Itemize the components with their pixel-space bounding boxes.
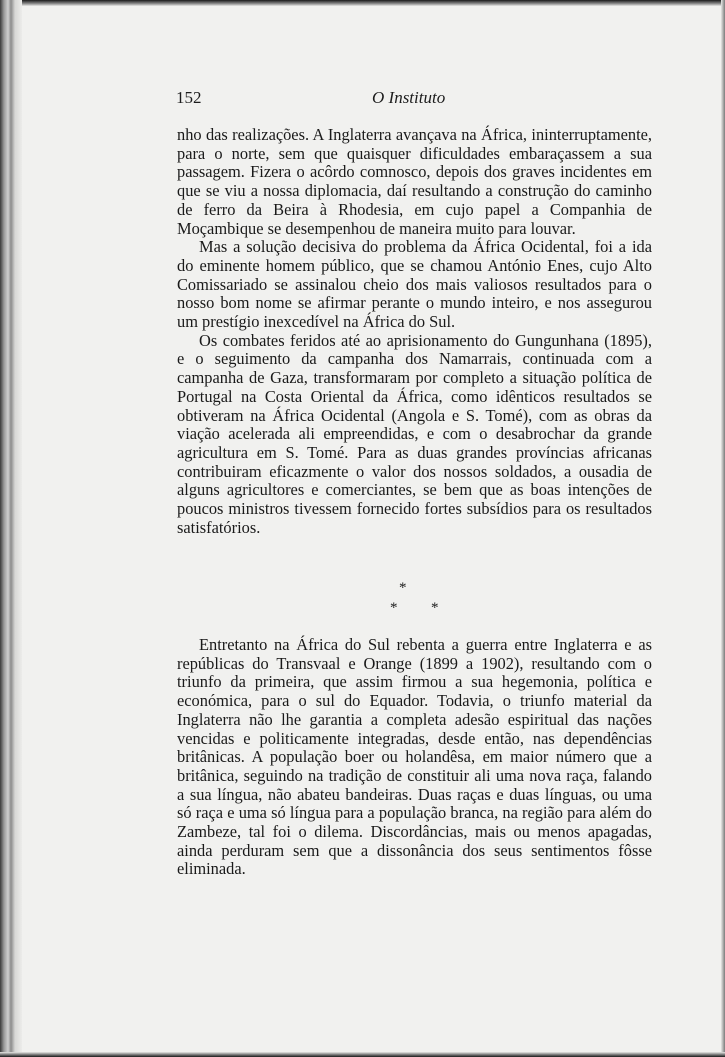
main-text [177,126,652,537]
book-spine-edge [0,0,22,1057]
scan-edge-bottom [0,1052,725,1057]
asterisk: * [431,600,439,616]
section-break-asterism [390,580,440,620]
running-title: O Instituto [372,88,446,107]
asterisk: * [390,600,398,616]
scan-edge-top [0,0,725,6]
paragraph: Entretanto na África do Sul rebenta a guerra entre Inglaterra e as repúblicas do Transvaal e Orange (1899 a 1902), resultando com o triunfo da primeira, que assim firmou a sua hegemonia, política e económica, para o sul do Equador. Todavia, o triunfo material da Inglaterra não lhe garantia a completa adesão espiritual das nações vencidas e politicamente integradas, desde então, nas dependências britânicas. A população boer ou holandêsa, em maior número que a britânica, seguindo na tradição de constituir ali uma nova raça, falando a sua língua, não abateu bandeiras. Duas raças e duas línguas, ou uma só raça e uma só língua para a população branca, na região para além do Zambeze, tal foi o dilema. Discordâncias, mais ou menos apagadas, ainda perduram sem que a dissonância dos seus sentimentos fôsse eliminada. [177,635,652,879]
paragraph: nho das realizações. A Inglaterra avançava na África, ininterruptamente, para o norte, sem que quaisquer dificuldades embaraçassem a sua passagem. Fizera o acôrdo comnosco, depois dos graves incidentes em que se viu a nossa diplomacia, daí resultando a construção do caminho de ferro da Beira à Rhodesia, em cujo papel a Companhia de Moçambique se desempenhou de maneira muito para louvar. [177,125,652,238]
page-header [176,88,652,112]
scan-edge-right [721,0,725,1057]
asterisk: * [399,580,407,596]
paragraph: Os combates feridos até ao aprisionamento do Gungunhana (1895), e o seguimento da campanha dos Namarrais, continuada com a campanha de Gaza, transformaram por completo a situação política de Portugal na Costa Oriental da África, como idênticos resultados se obtiveram na África Ocidental (Angola e S. Tomé), com as obras da viação acelerada ali empreendidas, e com o desabrochar da grande agricultura em S. Tomé. Para as duas grandes províncias africanas contribuiram eficazmente o valor dos nossos soldados, a ousadia de alguns agricultores e comerciantes, se bem que as boas intenções de poucos ministros tivessem fornecido fortes subsídios para os resultados satisfatórios. [177,330,652,537]
section-text [177,636,652,879]
paragraph: Mas a solução decisiva do problema da África Ocidental, foi a ida do eminente homem público, que se chamou António Enes, cujo Alto Comissariado se assinalou cheio dos mais valiosos resultados para o nosso bom nome se afirmar perante o mundo inteiro, e nos assegurou um prestígio inexcedível na África do Sul. [177,237,652,332]
page-number: 152 [176,88,202,107]
